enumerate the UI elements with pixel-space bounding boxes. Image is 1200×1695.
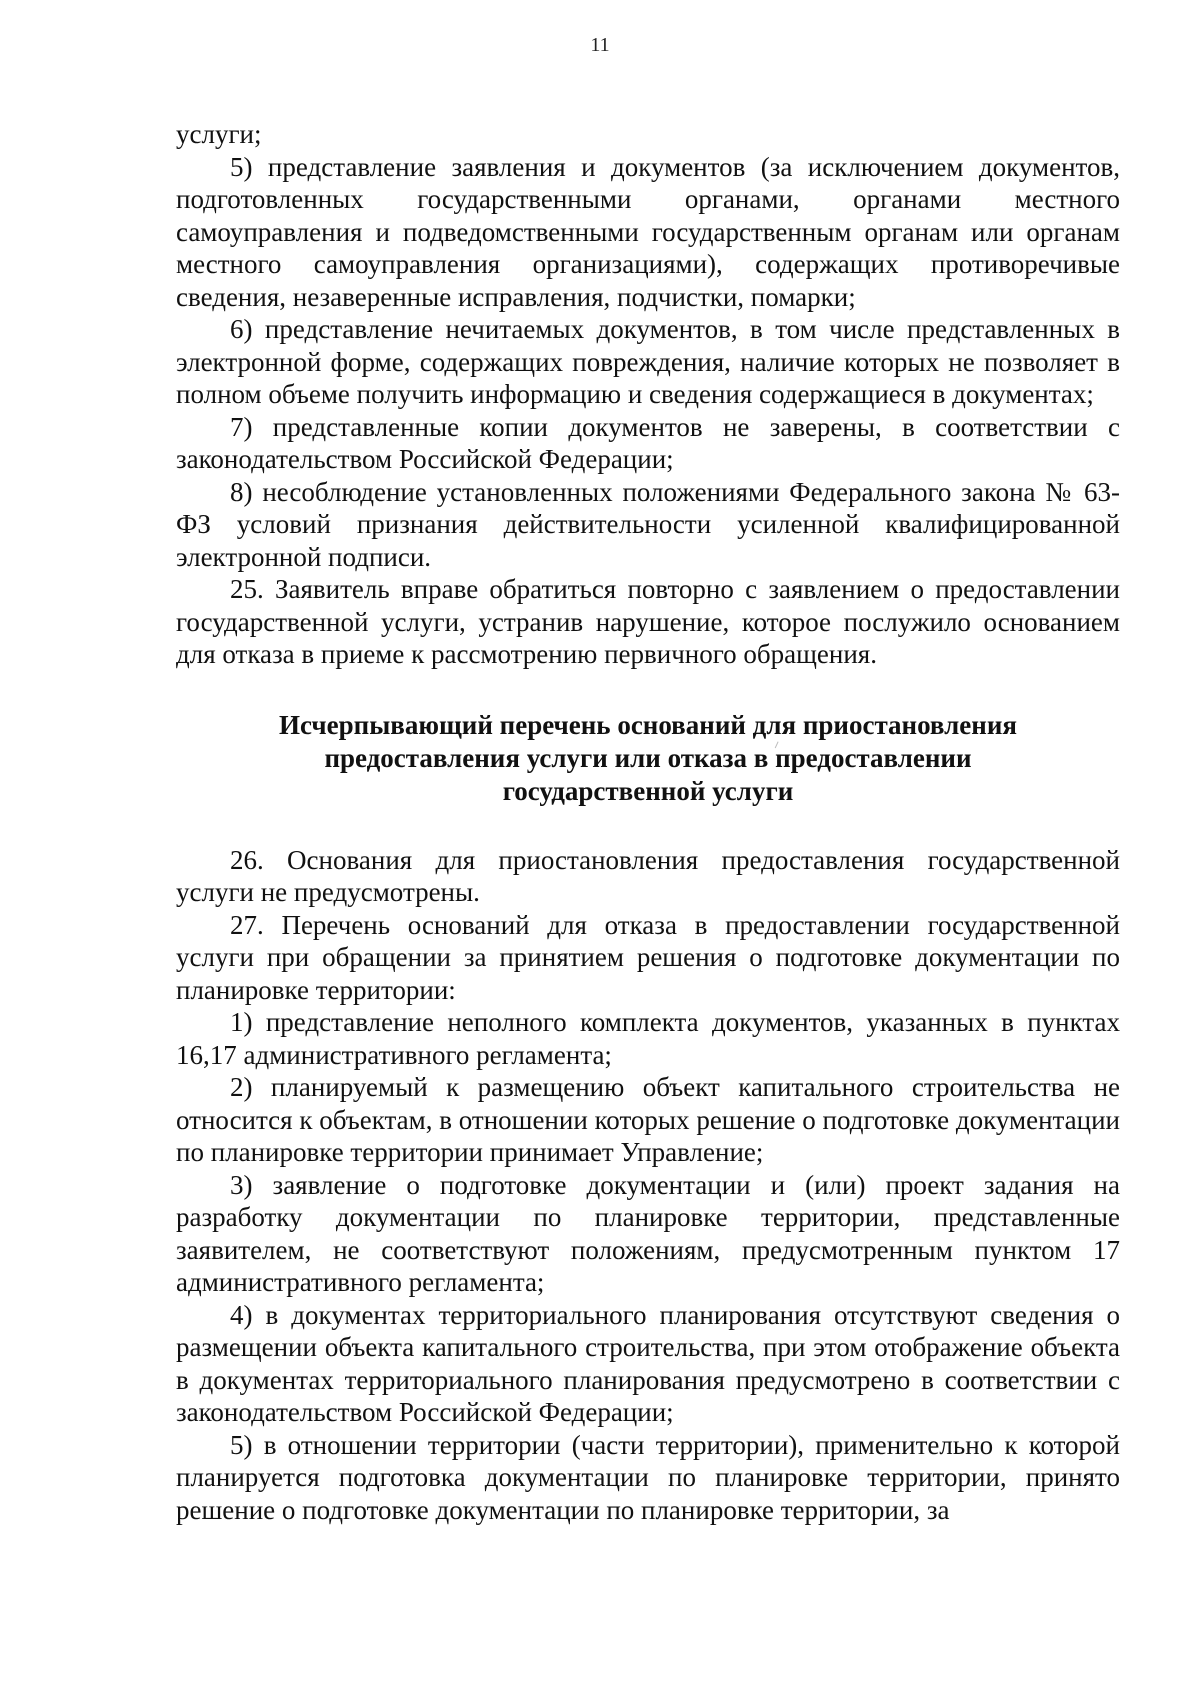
list-item-5-second: 5) в отношении территории (части территории), применительно к которой планируется подготовка документации по планировке территории, принято решение о подготовке документации по планировке территории, за [176, 1429, 1120, 1525]
list-item-6: 6) представление нечитаемых документов, в том числе представленных в электронной форме, содержащих повреждения, наличие которых не позволяет в полном объеме получить информацию и сведения содержащиеся в документах; [176, 314, 1120, 409]
list-item-7: 7) представленные копии документов не заверены, в соответствии с законодательством Российской Федерации; [176, 411, 1120, 474]
list-item-5: 5) представление заявления и документов (за исключением документов, подготовленных государственными органами, органами местного самоуправления и подведомственными государственным органам или органам местного самоуправления организациями), содержащих противоречивые сведения, незаверенные исправления, подчистки, помарки; [176, 151, 1120, 312]
page-number: 11 [590, 34, 610, 56]
clause-26: 26. Основания для приостановления предоставления государственной услуги не предусмотрены. [176, 844, 1120, 907]
list-item-1: 1) представление неполного комплекта документов, указанных в пунктах 16,17 административного регламента; [176, 1007, 1120, 1070]
document-body [176, 118, 1120, 1526]
list-item-4: 4) в документах территориального планирования отсутствуют сведения о размещении объекта капитального строительства, при этом отображение объекта в документах территориального планирования предусмотрено в соответствии с законодательством Российской Федерации; [176, 1299, 1120, 1427]
section-heading-line-3: государственной услуги [502, 775, 794, 806]
paragraph-continuation: услуги; [176, 119, 262, 149]
section-heading-line-1: Исчерпывающий перечень оснований для приостановления [278, 709, 1018, 740]
list-item-2: 2) планируемый к размещению объект капитального строительства не относится к объектам, в отношении которых решение о подготовке документации по планировке территории принимает Управление; [176, 1072, 1120, 1167]
list-item-3: 3) заявление о подготовке документации и (или) проект задания на разработку документации по планировке территории, представленные заявителем, не соответствуют положениям, предусмотренным пунктом 17 административного регламента; [176, 1169, 1120, 1297]
section-heading-line-2: предоставления услуги или отказа в предоставлении [324, 742, 972, 773]
section-heading [176, 709, 1120, 808]
clause-27: 27. Перечень оснований для отказа в предоставлении государственной услуги при обращении за принятием решения о подготовке документации по планировке территории: [176, 909, 1120, 1005]
clause-25: 25. Заявитель вправе обратиться повторно с заявлением о предоставлении государственной услуги, устранив нарушение, которое послужило основанием для отказа в приеме к рассмотрению первичного обращения. [176, 574, 1120, 669]
list-item-8: 8) несоблюдение установленных положениями Федерального закона № 63-ФЗ условий признания действительности усиленной квалифицированной электронной подписи. [176, 476, 1120, 572]
